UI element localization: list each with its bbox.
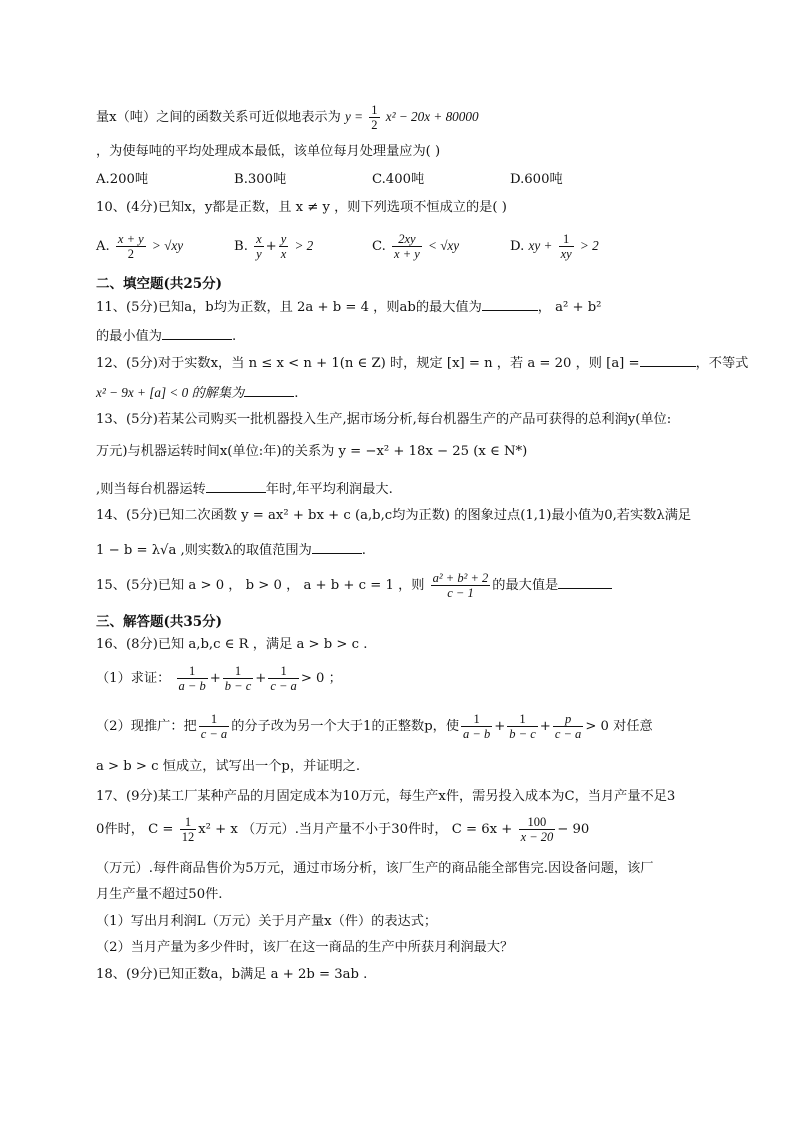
q14-blank[interactable] bbox=[312, 539, 362, 554]
q15-tail: 的最大值是 bbox=[492, 578, 559, 593]
q17-line-4: 月生产量不超过50件. bbox=[96, 887, 223, 902]
q10-d-fraction bbox=[559, 232, 574, 261]
q16-p2-frac-1 bbox=[461, 712, 492, 741]
q10-b-fraction-2 bbox=[279, 232, 289, 261]
q17-frac-1-num: 1 bbox=[180, 815, 197, 830]
q16-p2-d0: c − a bbox=[200, 727, 228, 741]
q12-text-1: 12、(5分)对于实数x，当 n ≤ x < n + 1(n ∈ Z) 时，规定 [x] = n ，若 a = 20 ，则 [a] = bbox=[96, 356, 640, 371]
q16-p1-n1: 1 bbox=[177, 664, 208, 679]
q10-c-den: x + y bbox=[394, 247, 420, 261]
q13-text-3a: ,则当每台机器运转 bbox=[96, 482, 206, 497]
q10-stem: 10、(4分)已知x，y都是正数，且 x ≠ y ，则下列选项不恒成立的是( ) bbox=[96, 200, 507, 215]
q13-text-3b: 年时,年平均利润最大. bbox=[265, 482, 393, 497]
q16-p2-frac-3 bbox=[553, 712, 583, 741]
q17-line-3: （万元）.每件商品售价为5万元，通过市场分析，该厂生产的商品能全部售完.因设备问题，该厂 bbox=[96, 861, 654, 876]
q17-line2-tail: − 90 bbox=[557, 822, 590, 837]
q15-den: c − 1 bbox=[447, 586, 474, 600]
q9-frac-num: 1 bbox=[371, 103, 378, 117]
q17-frac-2-num: 100 bbox=[519, 815, 556, 830]
q11-text-1: 11、(5分)已知a，b均为正数，且 2a + b = 4 ，则ab的最大值为 bbox=[96, 300, 482, 315]
q13-line-3 bbox=[96, 478, 698, 499]
q10-d-label: D. bbox=[510, 239, 525, 254]
q9-option-a: A.200吨 bbox=[96, 172, 149, 187]
q16-p2-n0: 1 bbox=[199, 712, 229, 727]
q10-c-fraction bbox=[392, 232, 422, 261]
q9-option-d: D.600吨 bbox=[510, 172, 563, 187]
q13-blank[interactable] bbox=[206, 478, 266, 493]
q12-text-2: x² − 9x + [a] < 0 的解集为 bbox=[96, 385, 245, 400]
q14-text-2: 1 − b = λ√a ,则实数λ的取值范围为 bbox=[96, 543, 312, 558]
q10-option-c bbox=[372, 232, 459, 261]
q15-head: 15、(5分)已知 a > 0 ， b > 0 ， a + b + c = 1 ，则 bbox=[96, 578, 425, 593]
q10-b-label: B. bbox=[234, 239, 248, 254]
q12-text-tail: ，不等式 bbox=[695, 356, 749, 371]
q9-formula-y: y = bbox=[345, 109, 364, 124]
q17-line-2 bbox=[96, 815, 698, 847]
q10-b-num1: x bbox=[256, 232, 262, 246]
q16-p2-frac-2 bbox=[507, 712, 537, 741]
q16-p2-frac-0 bbox=[199, 712, 229, 741]
q9-continuation-line bbox=[96, 103, 698, 132]
q11-blank-2[interactable] bbox=[162, 325, 232, 340]
q9-question-line: ，为使每吨的平均处理成本最低，该单位每月处理量应为( ) bbox=[96, 144, 441, 159]
q9-option-c: C.400吨 bbox=[372, 172, 425, 187]
q16-p1-frac-3 bbox=[268, 664, 298, 693]
q17-frac-2 bbox=[519, 815, 556, 844]
q10-d-den: xy bbox=[560, 247, 572, 261]
q15-line bbox=[96, 571, 698, 601]
q10-b-num2: y bbox=[280, 232, 287, 246]
q14-line-2: 1 − b = λ√a ,则实数λ的取值范围为 . bbox=[96, 539, 698, 560]
q17-line2-mid: x² + x （万元）.当月产量不小于30件时， C = 6x + bbox=[198, 822, 513, 837]
q17-frac-2-den: x − 20 bbox=[520, 830, 554, 844]
q10-d-tail: > 2 bbox=[579, 238, 599, 253]
q10-a-num: x + y bbox=[117, 232, 144, 246]
q12-line-1 bbox=[96, 352, 749, 373]
q9-text: 量x（吨）之间的函数关系可近似地表示为 bbox=[96, 110, 341, 125]
q10-option-d bbox=[510, 232, 599, 261]
q17-part-2: （2）当月产量为多少件时，该厂在这一商品的生产中所获月利润最大？ bbox=[96, 940, 514, 955]
q16-part-1: （1）求证： $\frac{1}{a - b}$ + $\frac{1}{b - c}$ + $\frac{1}{c - a}$ > 0 ； bbox=[96, 664, 342, 693]
q11-text-2: 的最小值为 bbox=[96, 329, 162, 344]
q16-p1-frac-2 bbox=[223, 664, 253, 693]
q16-p1-frac-1 bbox=[177, 664, 208, 693]
q16-p2-head: （2）现推广：把 bbox=[96, 719, 197, 734]
q10-b-tail: > 2 bbox=[294, 238, 314, 253]
q16-p2-mid: 的分子改为另一个大于1的正整数p，使 bbox=[231, 719, 460, 734]
q16-p2-d3: c − a bbox=[554, 727, 582, 741]
q16-p2-tail: > 0 对任意 bbox=[585, 719, 653, 734]
q10-c-num: 2xy bbox=[392, 232, 422, 247]
q10-b-den2: x bbox=[280, 247, 287, 261]
q10-options bbox=[96, 232, 698, 260]
q9-fraction bbox=[369, 103, 379, 132]
q12-blank-2[interactable] bbox=[244, 382, 294, 397]
q10-option-a bbox=[96, 232, 183, 261]
q10-a-fraction bbox=[116, 232, 146, 261]
q9-frac-den: 2 bbox=[371, 118, 378, 132]
q9-formula-rest: x² − 20x + 80000 bbox=[385, 109, 479, 124]
section-fill-in-heading: 二、填空题(共25分) bbox=[96, 276, 223, 292]
q10-a-label: A. bbox=[96, 239, 110, 254]
q16-p1-d2: b − c bbox=[224, 679, 252, 693]
q16-stem: 16、(8分)已知 a,b,c ∈ R ，满足 a > b > c . bbox=[96, 637, 368, 652]
q16-p1-label: （1）求证： bbox=[96, 671, 171, 686]
q17-frac-1-den: 12 bbox=[181, 830, 195, 844]
q9-option-b: B.300吨 bbox=[234, 172, 287, 187]
q10-d-num: 1 bbox=[559, 232, 574, 247]
q10-option-b: B. $\frac{x}{y}$ + $\frac{y}{x}$ > 2 bbox=[234, 232, 314, 261]
q16-part-2: （2）现推广：把 $\frac{1}{c - a}$ 的分子改为另一个大于1的正整数p，使 $\frac{1}{a - b}$ + $\frac{1}{b - c}$ + $\frac{p}{c - a}$ > 0 对任意 bbox=[96, 712, 653, 741]
q17-frac-1 bbox=[180, 815, 197, 844]
q16-p2-n1: 1 bbox=[461, 712, 492, 727]
q16-part-2-cont: a > b > c 恒成立，试写出一个p，并证明之. bbox=[96, 759, 361, 774]
q18-line-1: 18、(9分)已知正数a，b满足 a + 2b = 3ab . bbox=[96, 967, 368, 982]
q16-p1-d1: a − b bbox=[178, 679, 206, 693]
q15-blank[interactable] bbox=[558, 574, 612, 589]
q11-blank-1[interactable] bbox=[482, 296, 538, 311]
q10-c-label: C. bbox=[372, 239, 386, 254]
q16-p1-n2: 1 bbox=[223, 664, 253, 679]
q17-line-1: 17、(9分)某工厂某种产品的月固定成本为10万元，每生产x件，需另投入成本为C，当月产量不足3 bbox=[96, 789, 676, 804]
q10-b-den1: y bbox=[256, 247, 262, 261]
q13-line-1: 13、(5分)若某公司购买一批机器投入生产,据市场分析,每台机器生产的产品可获得的总利润y(单位: bbox=[96, 412, 672, 427]
q10-b-fraction-1 bbox=[254, 232, 264, 261]
q14-line-1: 14、(5分)已知二次函数 y = ax² + bx + c (a,b,c均为正数) 的图象过点(1,1)最小值为0,若实数λ满足 bbox=[96, 508, 692, 523]
q17-line2-head: 0件时， C = bbox=[96, 822, 174, 837]
q16-p2-d1: a − b bbox=[463, 727, 491, 741]
q10-a-tail: > √xy bbox=[151, 238, 184, 253]
q16-p2-n3: p bbox=[553, 712, 583, 727]
section-answer-heading: 三、解答题(共35分) bbox=[96, 614, 223, 630]
q16-p2-d2: b − c bbox=[509, 727, 536, 741]
q16-p1-d3: c − a bbox=[270, 679, 297, 693]
q13-line-2: 万元)与机器运转时间x(单位:年)的关系为 y = −x² + 18x − 25 (x ∈ N*) bbox=[96, 444, 528, 459]
q16-p1-tail: > 0 ； bbox=[300, 671, 342, 686]
q11-line-1 bbox=[96, 296, 698, 317]
q17-part-1: （1）写出月利润L（万元）关于月产量x（件）的表达式； bbox=[96, 914, 438, 929]
q12-line-2: x² − 9x + [a] < 0 的解集为 . bbox=[96, 382, 698, 403]
q16-p2-n2: 1 bbox=[507, 712, 537, 727]
q10-c-tail: < √xy bbox=[428, 238, 460, 253]
q11-text-tail: ， a² + b² bbox=[537, 300, 602, 315]
q10-d-head: xy + bbox=[528, 238, 553, 253]
q12-blank-1[interactable] bbox=[640, 352, 696, 367]
q10-a-den: 2 bbox=[127, 247, 134, 261]
q15-num: a² + b² + 2 bbox=[432, 571, 489, 585]
q16-p1-n3: 1 bbox=[268, 664, 298, 679]
q15-fraction bbox=[431, 571, 491, 600]
q11-line-2: 的最小值为 . bbox=[96, 325, 698, 346]
